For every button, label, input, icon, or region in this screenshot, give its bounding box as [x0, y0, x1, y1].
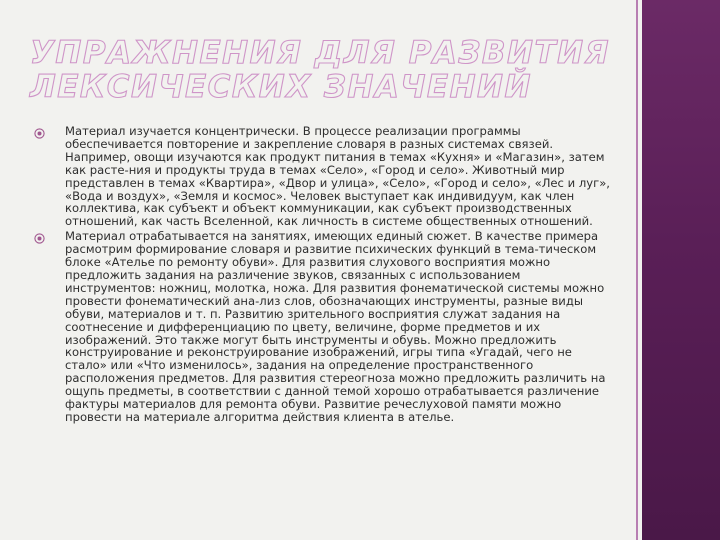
side-divider [636, 0, 638, 540]
side-accent-panel [642, 0, 720, 540]
bullet-item-1 [30, 125, 610, 228]
circled-dot-icon [34, 233, 45, 244]
circled-dot-icon [34, 128, 45, 139]
bullet-list [30, 125, 610, 426]
title-line-2: ЛЕКСИЧЕСКИХ ЗНАЧЕНИЙ [30, 69, 532, 105]
slide-title [30, 36, 620, 104]
bullet-item-2 [30, 230, 610, 424]
title-line-1: УПРАЖНЕНИЯ ДЛЯ РАЗВИТИЯ [30, 35, 610, 71]
bullet-text: Материал отрабатывается на занятиях, имеющих единый сюжет. В качестве примера расмотрим формирование словаря и развитие психических функций в тема-тическом блоке «Ателье по ремонту обуви». Для развития слухового восприятия можно предложить задания на различение звуков, связанных с использованием инструментов: ножниц, молотка, ножа. Для развития фонематической системы можно провести фонематический ана-лиз слов, обозначающих инструменты, разные виды обуви, материалов и т. п. Развитию зрительного восприятия служат задания на соотнесение и дифференциацию по цвету, величине, форме предметов и их изображений. Это также могут быть инструменты и обувь. Можно предложить конструирование и реконструирование изображений, игры типа «Угадай, чего не стало» или «Что изменилось», задания на определение пространственного расположения предметов. Для развития стереогноза можно предложить различить на ощупь предметы, в соответствии с данной темой хорошо отрабатывается различение фактуры материалов для ремонта обуви. Развитие речеслуховой памяти можно провести на материале алгоритма действия клиента в ателье. [65, 229, 606, 424]
bullet-text: Материал изучается концентрически. В процессе реализации программы обеспечивается повторение и закрепление словаря в разных системах связей. Например, овощи изучаются как продукт питания в темах «Кухня» и «Магазин», затем как расте-ния и продукты труда в темах «Село», «Город и село». Животный мир представлен в темах «Квартира», «Двор и улица», «Село», «Город и село», «Лес и луг», «Вода и воздух», «Земля и космос». Человек выступает как индивидуум, как член коллектива, как субъект и объект коммуникации, как субъект производственных отношений, как часть Вселенной, как личность в системе общественных отношений. [65, 124, 610, 229]
